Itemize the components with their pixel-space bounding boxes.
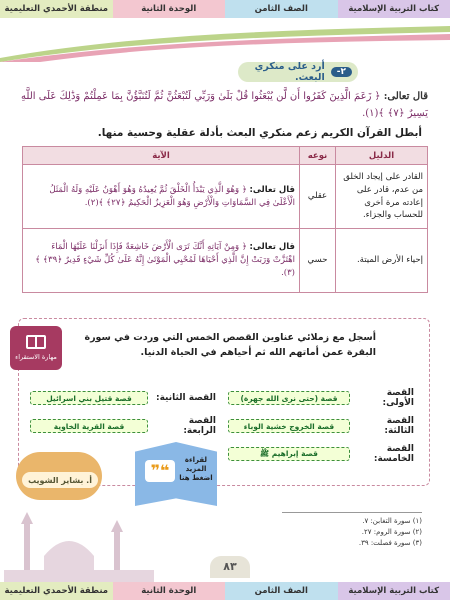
story-answer[interactable]: قصة قتيل بني اسرائيل bbox=[30, 391, 148, 405]
footer-unit: الوحدة الثانية bbox=[113, 582, 226, 600]
story-row bbox=[30, 388, 414, 408]
section-number: ٢- bbox=[331, 67, 352, 77]
story-answer[interactable]: قصة القرية الخاوية bbox=[30, 419, 148, 433]
story-label: القصة الثانية: bbox=[155, 393, 216, 403]
page-number: ٨٣ bbox=[210, 556, 250, 578]
read-more-button[interactable] bbox=[135, 442, 217, 506]
story-answer[interactable]: قصة (حتى نرى الله جهرة) bbox=[228, 391, 350, 405]
activity-text: أسجل مع زملائي عناوين القصص الخمس التي وردت في سورة البقرة عمن أماتهم الله ثم أحياهم في الحياة الدنيا. bbox=[84, 332, 376, 359]
proof-cell: إحياء الأرض الميتة. bbox=[336, 229, 428, 293]
ayah-cell bbox=[23, 165, 300, 229]
footnote-divider bbox=[282, 512, 422, 513]
task-statement: أبطل القرآن الكريم زعم منكري البعث بأدلة عقلية وحسية منها. bbox=[97, 127, 422, 139]
ayah-intro: قال تعالى: bbox=[249, 242, 295, 253]
ayah-cell bbox=[23, 229, 300, 293]
mosque-skyline-decoration bbox=[4, 512, 154, 582]
footnotes bbox=[282, 512, 422, 550]
verse-text: ﴿ زَعَمَ الَّذِينَ كَفَرُوا أَن لَّن يُبْعَثُوا قُلْ بَلَىٰ وَرَبِّي لَتُبْعَثُنَّ ثُمَّ لَتُنَبَّؤُنَّ بِمَا عَمِلْتُمْ وَذَٰلِكَ عَلَى اللَّهِ يَسِيرٌ ﴿٧﴾ ﴾(١). bbox=[21, 91, 428, 119]
footer-grade: الصف الثامن bbox=[225, 582, 338, 600]
footer-district: منطقة الأحمدي التعليمية bbox=[0, 582, 113, 600]
table-header-ayah: الآية bbox=[23, 147, 300, 165]
verse-block bbox=[18, 88, 428, 122]
header-unit: الوحدة الثانية bbox=[113, 0, 226, 18]
skill-label: مهارة الاستقراء bbox=[15, 353, 57, 361]
bottom-footer-bar bbox=[0, 582, 450, 600]
ayah-text: ﴿ وَمِنْ آيَاتِهِ أَنَّكَ تَرَى الْأَرْضَ خَاشِعَةً فَإِذَا أَنزَلْنَا عَلَيْهَا الْمَاءَ اهْتَزَّتْ وَرَبَتْ إِنَّ الَّذِي أَحْيَاهَا لَمُحْيِي الْمَوْتَىٰ إِنَّهُ عَلَىٰ كُلِّ شَيْءٍ قَدِيرٌ ﴿٣٩﴾ ﴾(٣). bbox=[35, 242, 295, 278]
header-subject: كتاب التربية الإسلامية bbox=[338, 0, 450, 18]
story-label: القصة الرابعة: bbox=[183, 416, 216, 436]
story-row bbox=[30, 416, 414, 436]
type-cell: حسي bbox=[300, 229, 336, 293]
section-heading bbox=[238, 62, 358, 82]
table-row bbox=[23, 229, 428, 293]
author-name: أ. بشاير الشويب bbox=[22, 472, 98, 488]
book-icon bbox=[26, 335, 46, 349]
skill-badge bbox=[10, 326, 62, 370]
proof-cell: القادر على إيجاد الخلق من عدم، قادر على إعادته مرة أخرى للحساب والجزاء. bbox=[336, 165, 428, 229]
footer-subject: كتاب التربية الإسلامية bbox=[338, 582, 450, 600]
story-label: القصة الثالثة: bbox=[384, 416, 414, 436]
header-grade: الصف الثامن bbox=[225, 0, 338, 18]
section-title: أرد على منكري البعث. bbox=[254, 61, 325, 83]
story-label: القصة الخامسة: bbox=[373, 444, 414, 464]
table-row bbox=[23, 165, 428, 229]
story-row bbox=[228, 444, 414, 464]
ayah-text: ﴿ وَهُوَ الَّذِي يَبْدَأُ الْخَلْقَ ثُمَّ يُعِيدُهُ وَهُوَ أَهْوَنُ عَلَيْهِ وَلَهُ الْمَثَلُ الْأَعْلَىٰ فِي السَّمَاوَاتِ وَالْأَرْضِ وَهُوَ الْعَزِيزُ الْحَكِيمُ ﴿٢٧﴾ ﴾(٢). bbox=[49, 184, 295, 208]
table-header-proof: الدليل bbox=[336, 147, 428, 165]
evidence-table bbox=[22, 146, 428, 293]
type-cell: عقلي bbox=[300, 165, 336, 229]
header-district: منطقة الأحمدي التعليمية bbox=[0, 0, 113, 18]
footnote-item: (١) سورة التغابن: ٧. bbox=[362, 517, 422, 525]
quote-icon: ❝❞ bbox=[145, 460, 175, 482]
story-answer[interactable]: قصة إبراهيم ﷺ bbox=[228, 447, 350, 461]
table-header-type: نوعه bbox=[300, 147, 336, 165]
top-header-bar bbox=[0, 0, 450, 18]
verse-intro: قال تعالى: bbox=[383, 91, 428, 102]
footnote-item: (٢) سورة الروم: ٢٧. bbox=[361, 528, 422, 537]
ayah-intro: قال تعالى: bbox=[249, 184, 295, 195]
author-badge bbox=[16, 452, 102, 500]
read-more-label: لقراءة المزيد اضغط هنا bbox=[179, 456, 213, 483]
story-answer[interactable]: قصة الخروج خشية الوباء bbox=[228, 419, 350, 433]
decorative-swoosh bbox=[0, 22, 450, 62]
story-label: القصة الأولى: bbox=[382, 388, 414, 408]
footnote-item: (٣) سورة فصلت: ٣٩. bbox=[358, 539, 422, 548]
